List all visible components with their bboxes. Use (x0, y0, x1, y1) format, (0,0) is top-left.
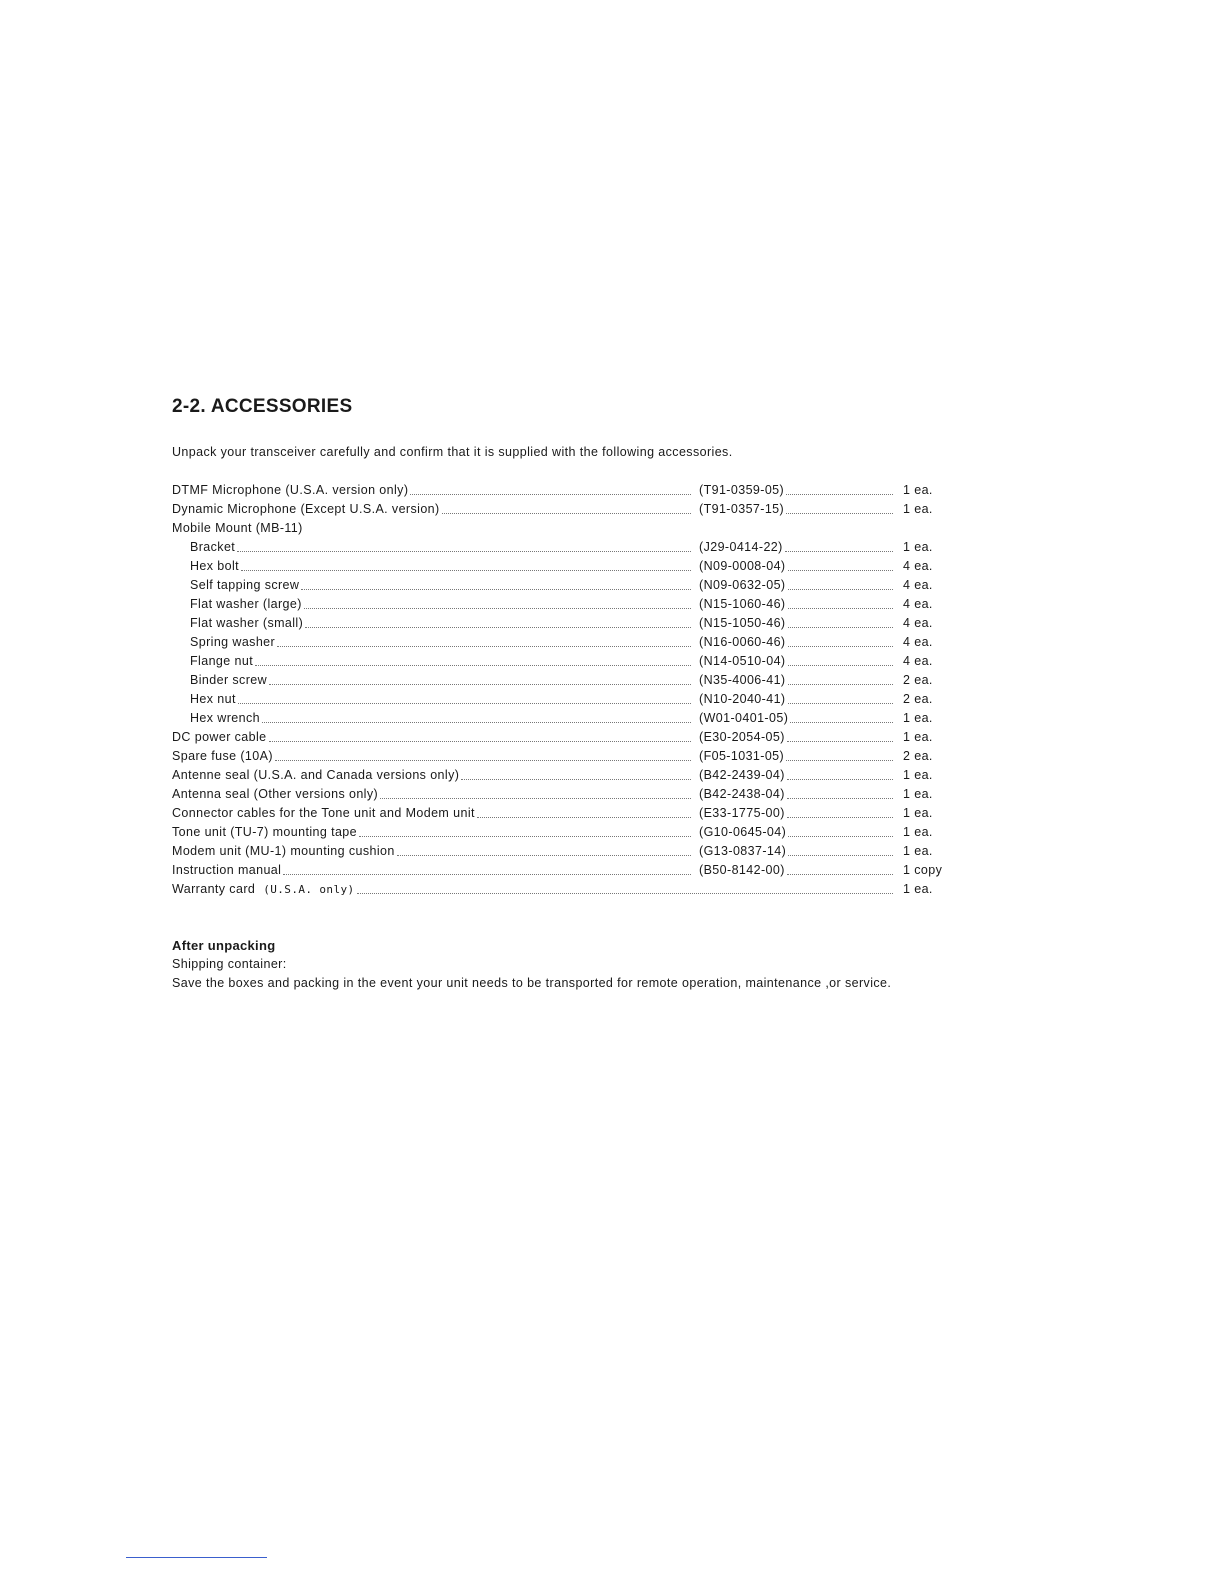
list-item: DC power cable (E30-2054-05) 1 ea. (172, 730, 933, 744)
list-item: Hex bolt (N09-0008-04) 4 ea. (190, 559, 933, 573)
list-item: DTMF Microphone (U.S.A. version only) (T91-0359-05) 1 ea. (172, 483, 933, 497)
accessories-list (172, 481, 962, 899)
list-item: Dynamic Microphone (Except U.S.A. version) (T91-0357-15) 1 ea. (172, 502, 933, 516)
after-unpacking-heading: After unpacking (172, 938, 276, 953)
after-unpacking-section (172, 936, 972, 993)
section-title: 2-2. ACCESSORIES (172, 396, 353, 417)
list-item: Binder screw (N35-4006-41) 2 ea. (190, 673, 933, 687)
list-item: Hex nut (N10-2040-41) 2 ea. (190, 692, 933, 706)
list-item: Bracket (J29-0414-22) 1 ea. (190, 540, 933, 554)
list-item: Self tapping screw (N09-0632-05) 4 ea. (190, 578, 933, 592)
list-item: Antenna seal (Other versions only) (B42-2438-04) 1 ea. (172, 787, 933, 801)
list-item: Tone unit (TU-7) mounting tape (G10-0645-04) 1 ea. (172, 825, 933, 839)
list-item: Flat washer (small) (N15-1050-46) 4 ea. (190, 616, 933, 630)
list-item: Hex wrench (W01-0401-05) 1 ea. (190, 711, 933, 725)
warranty-note: (U.S.A. only) (263, 883, 355, 896)
footer-rule (126, 1557, 267, 1558)
list-item: Spring washer (N16-0060-46) 4 ea. (190, 635, 933, 649)
list-item: Connector cables for the Tone unit and Modem unit (E33-1775-00) 1 ea. (172, 806, 933, 820)
list-item: Flange nut (N14-0510-04) 4 ea. (190, 654, 933, 668)
list-item-group-heading: Mobile Mount (MB-11) (172, 521, 303, 535)
list-item: Warranty card (U.S.A. only) 1 ea. (172, 880, 962, 899)
list-item: Antenne seal (U.S.A. and Canada versions only) (B42-2439-04) 1 ea. (172, 768, 933, 782)
list-item: Instruction manual (B50-8142-00) 1 copy (172, 863, 943, 877)
shipping-container-label: Shipping container: (172, 957, 287, 971)
after-unpacking-text: Save the boxes and packing in the event your unit needs to be transported for remote operation, maintenance ,or service. (172, 976, 892, 990)
list-item: Flat washer (large) (N15-1060-46) 4 ea. (190, 597, 933, 611)
intro-text: Unpack your transceiver carefully and confirm that it is supplied with the following accessories. (172, 445, 733, 459)
list-item: Modem unit (MU-1) mounting cushion (G13-0837-14) 1 ea. (172, 844, 933, 858)
list-item: Spare fuse (10A) (F05-1031-05) 2 ea. (172, 749, 933, 763)
